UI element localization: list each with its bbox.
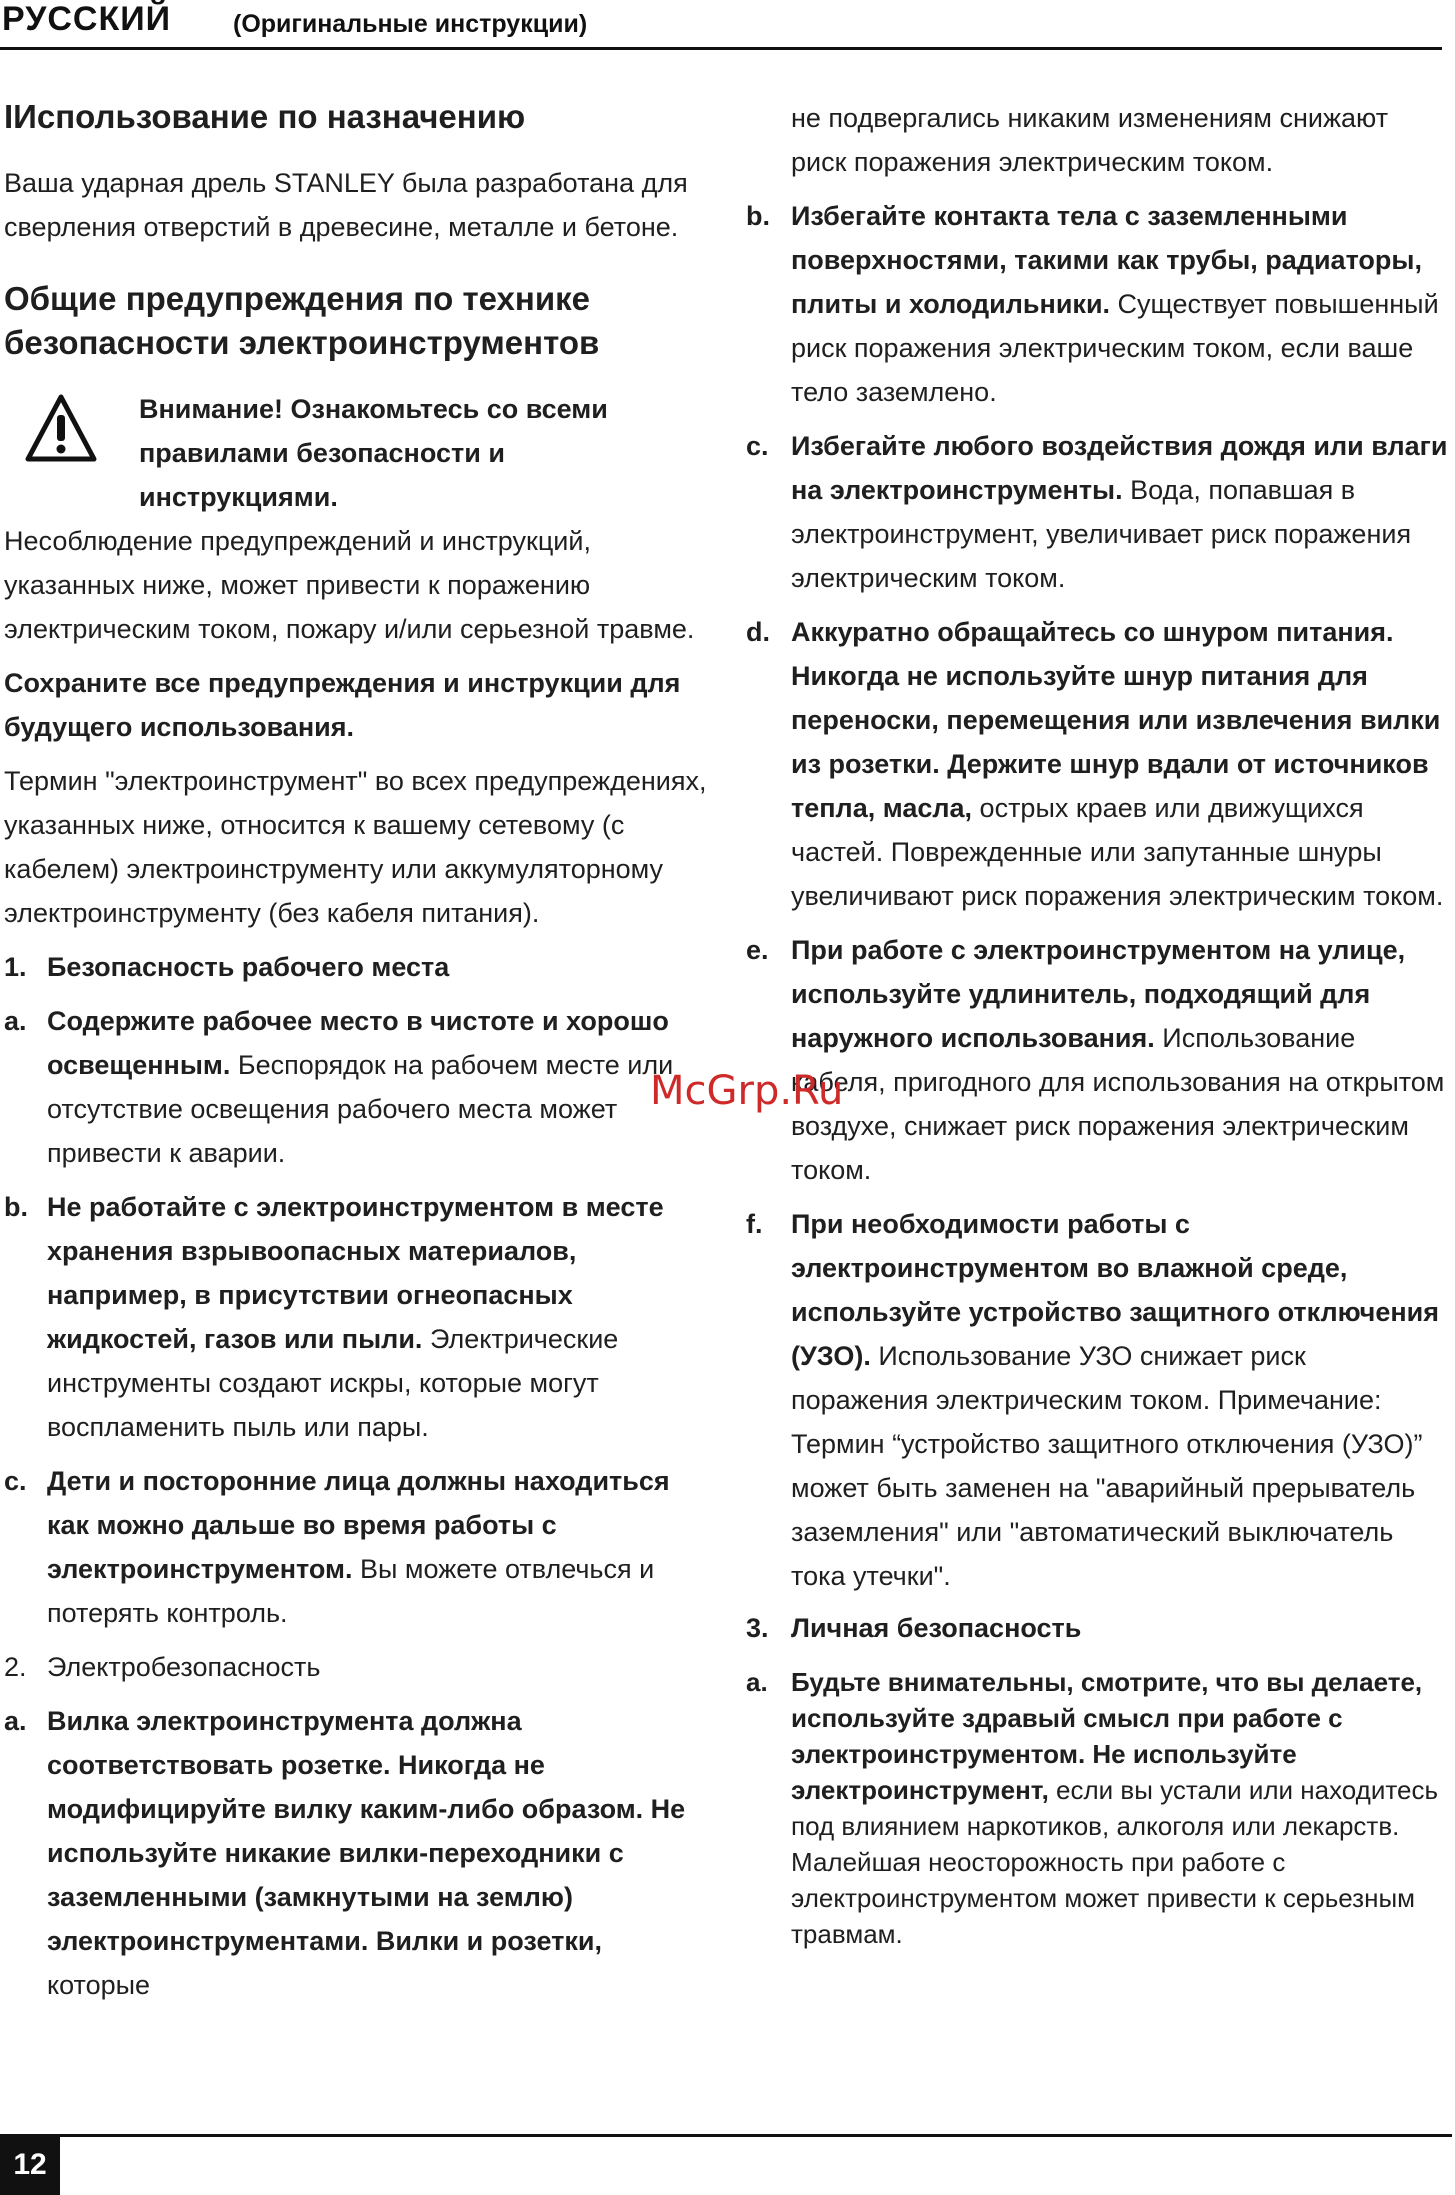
list-item [4, 1459, 710, 1635]
item-marker: a. [4, 1706, 27, 1736]
item-bold-text: При работе с электроинструментом на улице, используйте удлинитель, подходящий для наружного использования. [791, 935, 1406, 1053]
section-title: Электробезопасность [47, 1652, 321, 1682]
item-bold-text: Будьте внимательны, смотрите, что вы делаете, используйте здравый смысл при работе с электроинструментом. Не используйте электроинструмент, [791, 1667, 1423, 1805]
item-text: не подвергались никаким изменениям снижают риск поражения электрическим током. [791, 103, 1389, 177]
section-2-heading [4, 1645, 710, 1689]
item-text: Вы можете отвлечься и потерять контроль. [47, 1554, 655, 1628]
footer-rule [60, 2134, 1452, 2137]
item-marker: b. [4, 1192, 28, 1222]
list-item [746, 424, 1450, 600]
intended-use-title: IИспользование по назначению [4, 98, 526, 135]
item-text: Вода, попавшая в электроинструмент, увеличивает риск поражения электрическим током. [791, 475, 1412, 593]
left-column [4, 95, 710, 2007]
warning-triangle-icon [24, 393, 98, 465]
item-bold-text: Аккуратно обращайтесь со шнуром питания. Никогда не используйте шнур питания для переноски, перемещения или извлечения вилки из розетки. Держите шнур вдали от источников тепла, масла, [791, 617, 1441, 823]
header-subtitle: (Оригинальные инструкции) [233, 10, 588, 38]
warning-text: Несоблюдение предупреждений и инструкций, указанных ниже, может привести к поражению электрическим током, пожару и/или серьезной травме. [4, 526, 695, 644]
item-marker: b. [746, 201, 770, 231]
item-marker: c. [4, 1466, 27, 1496]
term-definition: Термин "электроинструмент" во всех предупреждениях, указанных ниже, относится к вашему сетевому (с кабелем) электроинструменту или аккумуляторному электроинструменту (без кабеля питания). [4, 766, 707, 928]
item-bold-text: При необходимости работы с электроинструментом во влажной среде, используйте устройство защитного отключения (УЗО). [791, 1209, 1440, 1371]
item-marker: f. [746, 1209, 763, 1239]
list-item [746, 1664, 1450, 1952]
language-label: РУССКИЙ [2, 0, 172, 38]
item-marker: e. [746, 935, 769, 965]
item-marker: d. [746, 617, 770, 647]
header-rule [0, 47, 1442, 50]
item-bold-text: Не работайте с электроинструментом в месте хранения взрывоопасных материалов, например, в присутствии огнеопасных жидкостей, газов или пыли. [47, 1192, 664, 1354]
item-bold-text: Вилка электроинструмента должна соответствовать розетке. Никогда не модифицируйте вилку каким-либо образом. Не используйте никакие вилки-переходники с заземленными (замкнутыми на землю) электроинструментами. Вилки и розетки, [47, 1706, 686, 1956]
item-text: острых краев или движущихся частей. Поврежденные или запутанные шнуры увеличивают риск поражения электрическим током. [791, 793, 1444, 911]
right-column [746, 96, 1450, 1952]
continued-text [746, 96, 1450, 184]
item-text: Использование УЗО снижает риск поражения электрическим током. Примечание: Термин “устройство защитного отключения (УЗО)” может быть заменен на "аварийный прерыватель заземления" или "автоматический выключатель тока утечки". [791, 1341, 1423, 1591]
section-number: 3. [746, 1613, 769, 1643]
item-text: Электрические инструменты создают искры, которые могут воспламенить пыль или пары. [47, 1324, 619, 1442]
item-bold-text: Избегайте контакта тела с заземленными поверхностями, такими как трубы, радиаторы, плиты и холодильники. [791, 201, 1422, 319]
item-text: которые [47, 1970, 151, 2000]
warning-bold-text: Внимание! Ознакомьтесь со всеми правилами безопасности и инструкциями. [139, 394, 608, 512]
general-warnings-title: Общие предупреждения по технике безопасности электроинструментов [4, 280, 600, 361]
save-instructions: Сохраните все предупреждения и инструкции для будущего использования. [4, 668, 681, 742]
section-3-heading [746, 1606, 1450, 1650]
watermark: McGrp.Ru [650, 1068, 844, 1114]
item-marker: a. [4, 1006, 27, 1036]
intended-use-text: Ваша ударная дрель STANLEY была разработана для сверления отверстий в древесине, металле и бетоне. [4, 168, 688, 242]
page-number: 12 [0, 2134, 60, 2195]
section-1-heading [4, 945, 710, 989]
list-item [4, 1185, 710, 1449]
section-number: 2. [4, 1652, 27, 1682]
list-item [4, 999, 710, 1175]
list-item [4, 1699, 710, 2007]
section-title: Безопасность рабочего места [47, 952, 450, 982]
list-item [746, 610, 1450, 918]
list-item [746, 1202, 1450, 1598]
item-marker: c. [746, 431, 769, 461]
item-text: Беспорядок на рабочем месте или отсутствие освещения рабочего места может привести к аварии. [47, 1050, 674, 1168]
item-bold-text: Избегайте любого воздействия дождя или влаги на электроинструменты. [791, 431, 1448, 505]
warning-block [4, 387, 710, 519]
item-text: Использование кабеля, пригодного для использования на открытом воздухе, снижает риск поражения электрическим током. [791, 1023, 1445, 1185]
section-number: 1. [4, 952, 27, 982]
item-text: если вы устали или находитесь под влиянием наркотиков, алкоголя или лекарств. Малейшая неосторожность при работе с электроинструментом может привести к серьезным травмам. [791, 1775, 1438, 1949]
item-bold-text: Содержите рабочее место в чистоте и хорошо освещенным. [47, 1006, 669, 1080]
item-bold-text: Дети и посторонние лица должны находиться как можно дальше во время работы с электроинструментом. [47, 1466, 670, 1584]
item-marker: a. [746, 1667, 768, 1697]
item-text: Существует повышенный риск поражения электрическим током, если ваше тело заземлено. [791, 289, 1439, 407]
list-item [746, 928, 1450, 1192]
page-header [0, 0, 1442, 52]
section-title: Личная безопасность [791, 1613, 1082, 1643]
list-item [746, 194, 1450, 414]
